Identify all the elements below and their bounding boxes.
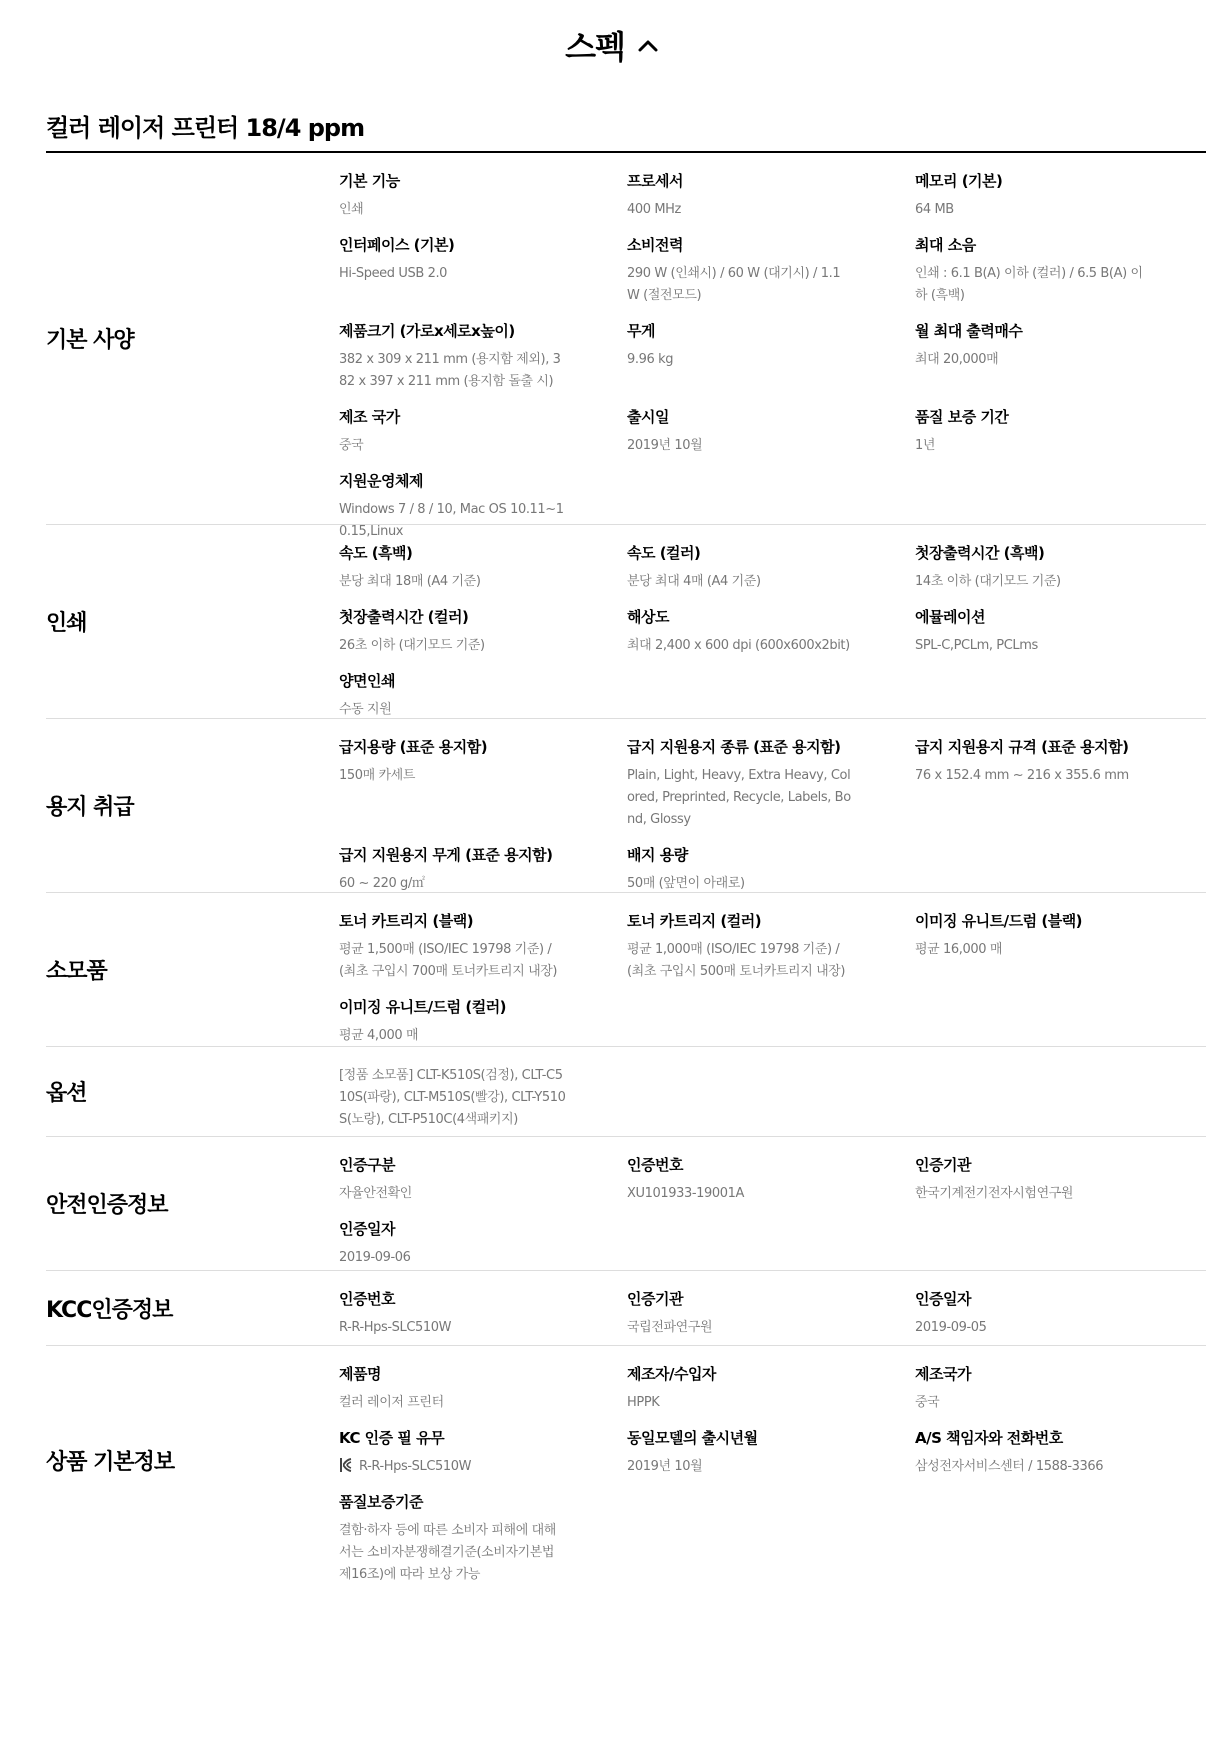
section-items: [339, 1271, 1206, 1345]
spec-item-label: 출시일: [627, 408, 669, 426]
spec-item-value: 2019-09-05: [915, 1320, 987, 1335]
spec-item-value: 평균 1,000매 (ISO/IEC 19798 기준) / (최초 구입시 500매 토너카트리지 내장): [627, 942, 846, 979]
spec-item: [915, 607, 1203, 657]
spec-item: [339, 607, 627, 657]
spec-item-value: 2019-09-06: [339, 1250, 411, 1265]
section-items: [339, 719, 1206, 892]
spec-item-value: 최대 2,400 x 600 dpi (600x600x2bit): [627, 638, 850, 653]
spec-item-label: 인증일자: [915, 1290, 971, 1308]
spec-section: [46, 719, 1206, 893]
spec-item-value: 수동 지원: [339, 702, 392, 717]
spec-item: [915, 1428, 1203, 1478]
spec-item-value: 평균 16,000 매: [915, 942, 1003, 957]
section-items: [339, 893, 1206, 1046]
model-title: 컬러 레이저 프린터 18/4 ppm: [46, 114, 365, 142]
spec-item: [339, 1289, 627, 1339]
spec-item-value: 60 ~ 220 g/㎡: [339, 876, 425, 891]
spec-item-value: 14초 이하 (대기모드 기준): [915, 574, 1061, 589]
spec-item: [339, 171, 627, 221]
spec-item-label: 제조 국가: [339, 408, 400, 426]
chevron-up-icon: [637, 37, 659, 53]
spec-header: [0, 22, 1224, 68]
section-items: [339, 525, 1206, 718]
section-title: 소모품: [46, 959, 107, 984]
section-items: [339, 1047, 1206, 1136]
spec-section: [46, 1346, 1206, 1582]
spec-item-value: 290 W (인쇄시) / 60 W (대기시) / 1.1 W (절전모드): [627, 266, 841, 303]
spec-item: [915, 407, 1203, 457]
spec-item-label: 메모리 (기본): [915, 172, 1003, 190]
spec-item: [339, 671, 627, 721]
spec-item: [915, 911, 1203, 983]
spec-item-label: 최대 소음: [915, 236, 976, 254]
spec-item: [339, 543, 627, 593]
spec-item-value: 국립전파연구원: [627, 1320, 713, 1335]
spec-item-value: 분당 최대 4매 (A4 기준): [627, 574, 761, 589]
spec-item-label: 양면인쇄: [339, 672, 395, 690]
spec-item: [627, 607, 915, 657]
spec-item-label: 제조자/수입자: [627, 1365, 716, 1383]
spec-item-value: 1년: [915, 438, 936, 453]
spec-item: [339, 407, 627, 457]
spec-item: [339, 1155, 627, 1205]
spec-item-label: 속도 (컬러): [627, 544, 701, 562]
section-items: [339, 1346, 1206, 1582]
spec-item: [915, 737, 1203, 831]
spec-item-label: 배지 용량: [627, 846, 688, 864]
spec-item: [339, 997, 627, 1047]
spec-item: [915, 171, 1203, 221]
spec-item-value: HPPK: [627, 1395, 660, 1410]
spec-item-value: [정품 소모품] CLT-K510S(검정), CLT-C510S(파랑), CLT-M510S(빨강), CLT-Y510S(노랑), CLT-P510C(4색패키지): [339, 1068, 566, 1127]
spec-item-value: 자율안전확인: [339, 1186, 412, 1201]
spec-item: [339, 845, 627, 895]
spec-item-label: 속도 (흑백): [339, 544, 413, 562]
spec-item: [627, 1364, 915, 1414]
spec-item-value: 최대 20,000매: [915, 352, 999, 367]
section-title: 기본 사양: [46, 328, 134, 353]
spec-item: [627, 171, 915, 221]
spec-item: [339, 911, 627, 983]
spec-item: [339, 235, 627, 307]
spec-item: [915, 1364, 1203, 1414]
section-items: [339, 153, 1206, 539]
spec-item-value: Hi-Speed USB 2.0: [339, 266, 448, 281]
spec-item-value: 인쇄: [339, 202, 364, 217]
spec-item-label: 급지 지원용지 규격 (표준 용지함): [915, 738, 1129, 756]
spec-section: [46, 153, 1206, 539]
spec-sections: [46, 153, 1206, 1582]
spec-item-label: 해상도: [627, 608, 669, 626]
spec-item-value: 150매 카세트: [339, 768, 415, 783]
spec-item-value: 인쇄 : 6.1 B(A) 이하 (컬러) / 6.5 B(A) 이하 (흑백): [915, 266, 1143, 303]
spec-item-label: 인증기관: [915, 1156, 971, 1174]
spec-item-label: 인증번호: [339, 1290, 395, 1308]
spec-item-label: 품질보증기준: [339, 1493, 423, 1511]
spec-item-value: R-R-Hps-SLC510W: [339, 1320, 452, 1335]
spec-item-value: XU101933-19001A: [627, 1186, 744, 1201]
section-title: 용지 취급: [46, 795, 134, 820]
spec-item-label: 인증기관: [627, 1290, 683, 1308]
spec-item-label: 지원운영체제: [339, 472, 423, 490]
spec-item-label: 인터페이스 (기본): [339, 236, 455, 254]
spec-item-label: 에뮬레이션: [915, 608, 985, 626]
spec-item: [339, 1065, 627, 1131]
spec-item: [627, 235, 915, 307]
spec-item-label: 월 최대 출력매수: [915, 322, 1023, 340]
section-title: 옵션: [46, 1081, 87, 1106]
spec-item: [339, 1219, 627, 1269]
spec-item: [627, 407, 915, 457]
spec-item: [339, 1428, 627, 1478]
spec-item: [627, 1428, 915, 1478]
spec-title: 스펙: [565, 28, 625, 66]
spec-item-value: Plain, Light, Heavy, Extra Heavy, Colored, Preprinted, Recycle, Labels, Bond, Glossy: [627, 768, 851, 827]
spec-item-label: 동일모델의 출시년월: [627, 1429, 758, 1447]
spec-item-label: 급지 지원용지 무게 (표준 용지함): [339, 846, 553, 864]
spec-item-value: SPL-C,PCLm, PCLms: [915, 638, 1038, 653]
spec-section: [46, 1271, 1206, 1346]
spec-item-label: 프로세서: [627, 172, 683, 190]
spec-item-label: 토너 카트리지 (블랙): [339, 912, 474, 930]
spec-item: [339, 321, 627, 393]
spec-item-value: 64 MB: [915, 202, 954, 217]
spec-item-value: 중국: [915, 1395, 940, 1410]
spec-item: [627, 543, 915, 593]
spec-item-label: 이미징 유니트/드럼 (블랙): [915, 912, 1083, 930]
spec-item-value: 중국: [339, 438, 364, 453]
spec-item-value: [339, 1456, 567, 1478]
spec-section: [46, 525, 1206, 719]
spec-item-label: 제조국가: [915, 1365, 971, 1383]
spec-item-value: 결함·하자 등에 따른 소비자 피해에 대해서는 소비자분쟁해결기준(소비자기본법 제16조)에 따라 보상 가능: [339, 1523, 556, 1582]
spec-item-label: 인증번호: [627, 1156, 683, 1174]
spec-item: [915, 235, 1203, 307]
spec-item-value: 평균 4,000 매: [339, 1028, 419, 1043]
spec-item-value: 50매 (앞면이 아래로): [627, 876, 745, 891]
spec-item-label: A/S 책임자와 전화번호: [915, 1429, 1063, 1447]
spec-item-label: 첫장출력시간 (흑백): [915, 544, 1045, 562]
spec-item-label: 급지 지원용지 종류 (표준 용지함): [627, 738, 841, 756]
spec-item: [915, 1155, 1203, 1205]
spec-item-label: KC 인증 필 유무: [339, 1429, 445, 1447]
spec-item-value: 컬러 레이저 프린터: [339, 1395, 444, 1410]
section-title: 상품 기본정보: [46, 1449, 175, 1475]
spec-item-value-text: R-R-Hps-SLC510W: [359, 1459, 472, 1474]
spec-item-label: 토너 카트리지 (컬러): [627, 912, 762, 930]
spec-section: [46, 1137, 1206, 1271]
spec-item: [627, 737, 915, 831]
spec-item: [627, 911, 915, 983]
spec-item-value: 9.96 kg: [627, 352, 674, 367]
spec-item-label: 제품크기 (가로x세로x높이): [339, 322, 515, 340]
spec-item-value: 2019년 10월: [627, 1459, 703, 1474]
spec-item-value: 382 x 309 x 211 mm (용지함 제외), 382 x 397 x 211 mm (용지함 돌출 시): [339, 352, 561, 389]
section-title: KCC인증정보: [46, 1297, 173, 1323]
section-title: 안전인증정보: [46, 1193, 168, 1218]
spec-item-value: 2019년 10월: [627, 438, 703, 453]
spec-section: [46, 893, 1206, 1047]
spec-item-value: 400 MHz: [627, 202, 681, 217]
spec-item-value: 평균 1,500매 (ISO/IEC 19798 기준) / (최초 구입시 700매 토너카트리지 내장): [339, 942, 558, 979]
spec-collapse-toggle[interactable]: [565, 22, 659, 68]
spec-item-label: 급지용량 (표준 용지함): [339, 738, 488, 756]
spec-item-label: 품질 보증 기간: [915, 408, 1009, 426]
spec-item: [627, 1155, 915, 1205]
spec-item-value: Windows 7 / 8 / 10, Mac OS 10.11~10.15,Linux: [339, 502, 564, 539]
spec-item: [339, 1364, 627, 1414]
spec-item-value: 26초 이하 (대기모드 기준): [339, 638, 485, 653]
spec-item: [915, 1289, 1203, 1339]
spec-item: [339, 737, 627, 831]
spec-item-label: 이미징 유니트/드럼 (컬러): [339, 998, 507, 1016]
spec-item: [627, 845, 915, 895]
spec-item-value: 76 x 152.4 mm ~ 216 x 355.6 mm: [915, 768, 1129, 783]
spec-item-label: 무게: [627, 322, 655, 340]
spec-item-label: 제품명: [339, 1365, 381, 1383]
spec-item: [915, 321, 1203, 393]
spec-item-label: 인증일자: [339, 1220, 395, 1238]
section-title: 인쇄: [46, 611, 87, 636]
kc-mark-icon: [339, 1457, 353, 1473]
spec-item-label: 인증구분: [339, 1156, 395, 1174]
spec-section: [46, 1047, 1206, 1137]
spec-item-value: 한국기계전기전자시험연구원: [915, 1186, 1074, 1201]
spec-item-label: 기본 기능: [339, 172, 400, 190]
section-items: [339, 1137, 1206, 1270]
spec-item-value: 삼성전자서비스센터 / 1588-3366: [915, 1459, 1104, 1474]
spec-item-value: 분당 최대 18매 (A4 기준): [339, 574, 481, 589]
spec-item: [339, 1492, 627, 1586]
spec-item: [627, 321, 915, 393]
spec-item-label: 소비전력: [627, 236, 683, 254]
spec-item: [915, 543, 1203, 593]
spec-item: [627, 1289, 915, 1339]
spec-item-label: 첫장출력시간 (컬러): [339, 608, 469, 626]
